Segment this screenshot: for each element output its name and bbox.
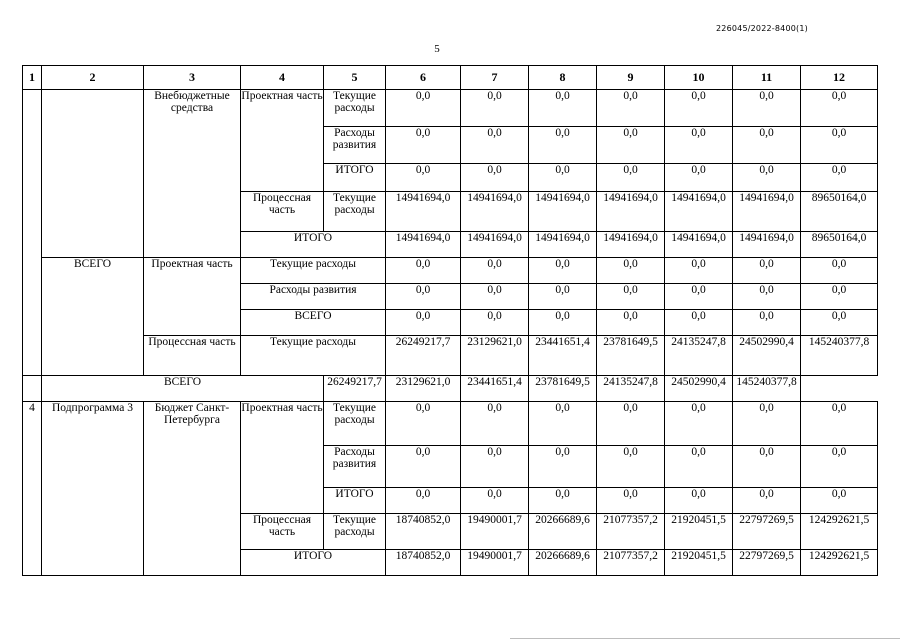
value-cell: 14941694,0 [529, 232, 597, 258]
value-cell: 0,0 [386, 164, 461, 192]
scan-edge-line [510, 638, 900, 639]
value-cell: 0,0 [801, 258, 878, 284]
value-cell: 0,0 [597, 488, 665, 514]
value-cell: 23781649,5 [597, 336, 665, 376]
process-part-label: Процессная часть [144, 336, 241, 376]
process-part-label: Процессная часть [241, 192, 324, 232]
value-cell: 14941694,0 [386, 232, 461, 258]
value-cell: 23129621,0 [461, 336, 529, 376]
value-cell: 0,0 [386, 258, 461, 284]
value-cell: 0,0 [461, 488, 529, 514]
value-cell: 0,0 [529, 310, 597, 336]
value-cell: 0,0 [597, 446, 665, 488]
value-cell: 89650164,0 [801, 192, 878, 232]
value-cell: 20266689,6 [529, 514, 597, 550]
table-row [23, 336, 878, 376]
funding-source: Бюджет Санкт-Петербурга [144, 402, 241, 576]
value-cell: 0,0 [386, 127, 461, 164]
value-cell: 21077357,2 [597, 514, 665, 550]
value-cell: 14941694,0 [733, 192, 801, 232]
header-cell: 4 [241, 66, 324, 90]
value-cell: 0,0 [801, 127, 878, 164]
value-cell: 23441651,4 [529, 336, 597, 376]
value-cell: 0,0 [529, 127, 597, 164]
header-cell: 7 [461, 66, 529, 90]
value-cell: 0,0 [597, 402, 665, 446]
value-cell: 0,0 [665, 90, 733, 127]
value-cell: 23129621,0 [386, 376, 461, 402]
value-cell: 0,0 [461, 446, 529, 488]
current-expenses-label: Текущие расходы [241, 258, 386, 284]
vsego-label: ВСЕГО [42, 258, 144, 376]
value-cell: 24135247,8 [597, 376, 665, 402]
value-cell: 0,0 [597, 258, 665, 284]
value-cell: 0,0 [461, 90, 529, 127]
project-part-label: Проектная часть [241, 402, 324, 514]
value-cell: 0,0 [597, 90, 665, 127]
value-cell: 24502990,4 [665, 376, 733, 402]
vsego-label: ВСЕГО [241, 310, 386, 336]
value-cell: 0,0 [461, 310, 529, 336]
value-cell: 0,0 [801, 402, 878, 446]
value-cell: 0,0 [665, 258, 733, 284]
value-cell: 0,0 [386, 446, 461, 488]
value-cell: 0,0 [386, 284, 461, 310]
value-cell: 0,0 [801, 284, 878, 310]
value-cell: 0,0 [733, 127, 801, 164]
development-expenses-label: Расходы развития [324, 127, 386, 164]
value-cell: 24135247,8 [665, 336, 733, 376]
value-cell: 0,0 [461, 284, 529, 310]
value-cell: 0,0 [665, 402, 733, 446]
program-cell [42, 90, 144, 258]
value-cell: 0,0 [665, 310, 733, 336]
value-cell: 24502990,4 [733, 336, 801, 376]
process-part-label: Процессная часть [241, 514, 324, 550]
value-cell: 0,0 [665, 488, 733, 514]
header-cell: 9 [597, 66, 665, 90]
header-cell: 3 [144, 66, 241, 90]
table-row [23, 90, 878, 127]
header-cell: 5 [324, 66, 386, 90]
current-expenses-label: Текущие расходы [324, 90, 386, 127]
current-expenses-label: Текущие расходы [241, 336, 386, 376]
value-cell: 0,0 [665, 127, 733, 164]
development-expenses-label: Расходы развития [324, 446, 386, 488]
program-name: Подпрограмма 3 [42, 402, 144, 576]
value-cell: 26249217,7 [386, 336, 461, 376]
value-cell: 0,0 [461, 127, 529, 164]
value-cell: 18740852,0 [386, 550, 461, 576]
value-cell: 0,0 [665, 446, 733, 488]
value-cell: 18740852,0 [386, 514, 461, 550]
value-cell: 0,0 [461, 164, 529, 192]
value-cell: 0,0 [597, 164, 665, 192]
header-cell: 11 [733, 66, 801, 90]
value-cell: 0,0 [733, 90, 801, 127]
value-cell: 0,0 [733, 284, 801, 310]
header-cell: 8 [529, 66, 597, 90]
value-cell: 0,0 [801, 310, 878, 336]
value-cell: 0,0 [529, 164, 597, 192]
value-cell: 23781649,5 [529, 376, 597, 402]
header-cell: 12 [801, 66, 878, 90]
itogo-label: ИТОГО [324, 164, 386, 192]
value-cell: 89650164,0 [801, 232, 878, 258]
document-id: 226045/2022-8400(1) [716, 24, 808, 33]
itogo-label: ИТОГО [241, 550, 386, 576]
value-cell: 0,0 [461, 402, 529, 446]
table-header-row [23, 66, 878, 90]
value-cell: 0,0 [529, 258, 597, 284]
value-cell: 0,0 [801, 446, 878, 488]
value-cell: 19490001,7 [461, 514, 529, 550]
value-cell: 145240377,8 [801, 336, 878, 376]
value-cell: 19490001,7 [461, 550, 529, 576]
header-cell: 2 [42, 66, 144, 90]
current-expenses-label: Текущие расходы [324, 514, 386, 550]
header-cell: 1 [23, 66, 42, 90]
value-cell: 14941694,0 [461, 192, 529, 232]
value-cell: 0,0 [733, 310, 801, 336]
value-cell: 0,0 [597, 284, 665, 310]
header-cell: 10 [665, 66, 733, 90]
value-cell: 21920451,5 [665, 514, 733, 550]
value-cell: 21077357,2 [597, 550, 665, 576]
value-cell: 0,0 [733, 402, 801, 446]
current-expenses-label: Текущие расходы [324, 402, 386, 446]
table-row [23, 258, 878, 284]
value-cell: 14941694,0 [386, 192, 461, 232]
value-cell: 0,0 [386, 402, 461, 446]
value-cell: 0,0 [386, 310, 461, 336]
value-cell: 22797269,5 [733, 514, 801, 550]
value-cell: 0,0 [529, 488, 597, 514]
value-cell: 0,0 [733, 164, 801, 192]
row-num-cell: 4 [23, 402, 42, 576]
funding-source: Внебюджетные средства [144, 90, 241, 258]
itogo-label: ИТОГО [324, 488, 386, 514]
value-cell: 0,0 [529, 446, 597, 488]
value-cell: 0,0 [386, 90, 461, 127]
budget-table [22, 65, 878, 576]
value-cell: 23441651,4 [461, 376, 529, 402]
value-cell: 26249217,7 [324, 376, 386, 402]
row-num-cell [23, 90, 42, 376]
value-cell: 14941694,0 [665, 192, 733, 232]
value-cell: 0,0 [733, 446, 801, 488]
value-cell: 14941694,0 [597, 192, 665, 232]
itogo-label: ИТОГО [241, 232, 386, 258]
value-cell: 0,0 [529, 90, 597, 127]
value-cell: 14941694,0 [461, 232, 529, 258]
value-cell: 0,0 [801, 164, 878, 192]
table-row [23, 402, 878, 446]
project-part-label: Проектная часть [241, 90, 324, 192]
grand-total-label: ВСЕГО [42, 376, 324, 402]
value-cell: 0,0 [733, 258, 801, 284]
page-number: 5 [434, 43, 440, 55]
value-cell: 0,0 [733, 488, 801, 514]
spacer-cell [23, 376, 42, 402]
value-cell: 0,0 [529, 402, 597, 446]
value-cell: 0,0 [665, 284, 733, 310]
header-cell: 6 [386, 66, 461, 90]
value-cell: 14941694,0 [665, 232, 733, 258]
value-cell: 0,0 [386, 488, 461, 514]
current-expenses-label: Текущие расходы [324, 192, 386, 232]
development-expenses-label: Расходы развития [241, 284, 386, 310]
value-cell: 124292621,5 [801, 550, 878, 576]
value-cell: 0,0 [801, 488, 878, 514]
value-cell: 21920451,5 [665, 550, 733, 576]
value-cell: 0,0 [665, 164, 733, 192]
value-cell: 0,0 [529, 284, 597, 310]
value-cell: 124292621,5 [801, 514, 878, 550]
value-cell: 0,0 [461, 258, 529, 284]
table-row [23, 376, 878, 402]
value-cell: 0,0 [597, 310, 665, 336]
project-part-label: Проектная часть [144, 258, 241, 336]
value-cell: 14941694,0 [597, 232, 665, 258]
value-cell: 145240377,8 [733, 376, 801, 402]
value-cell: 0,0 [597, 127, 665, 164]
value-cell: 14941694,0 [529, 192, 597, 232]
value-cell: 14941694,0 [733, 232, 801, 258]
value-cell: 0,0 [801, 90, 878, 127]
value-cell: 22797269,5 [733, 550, 801, 576]
value-cell: 20266689,6 [529, 550, 597, 576]
